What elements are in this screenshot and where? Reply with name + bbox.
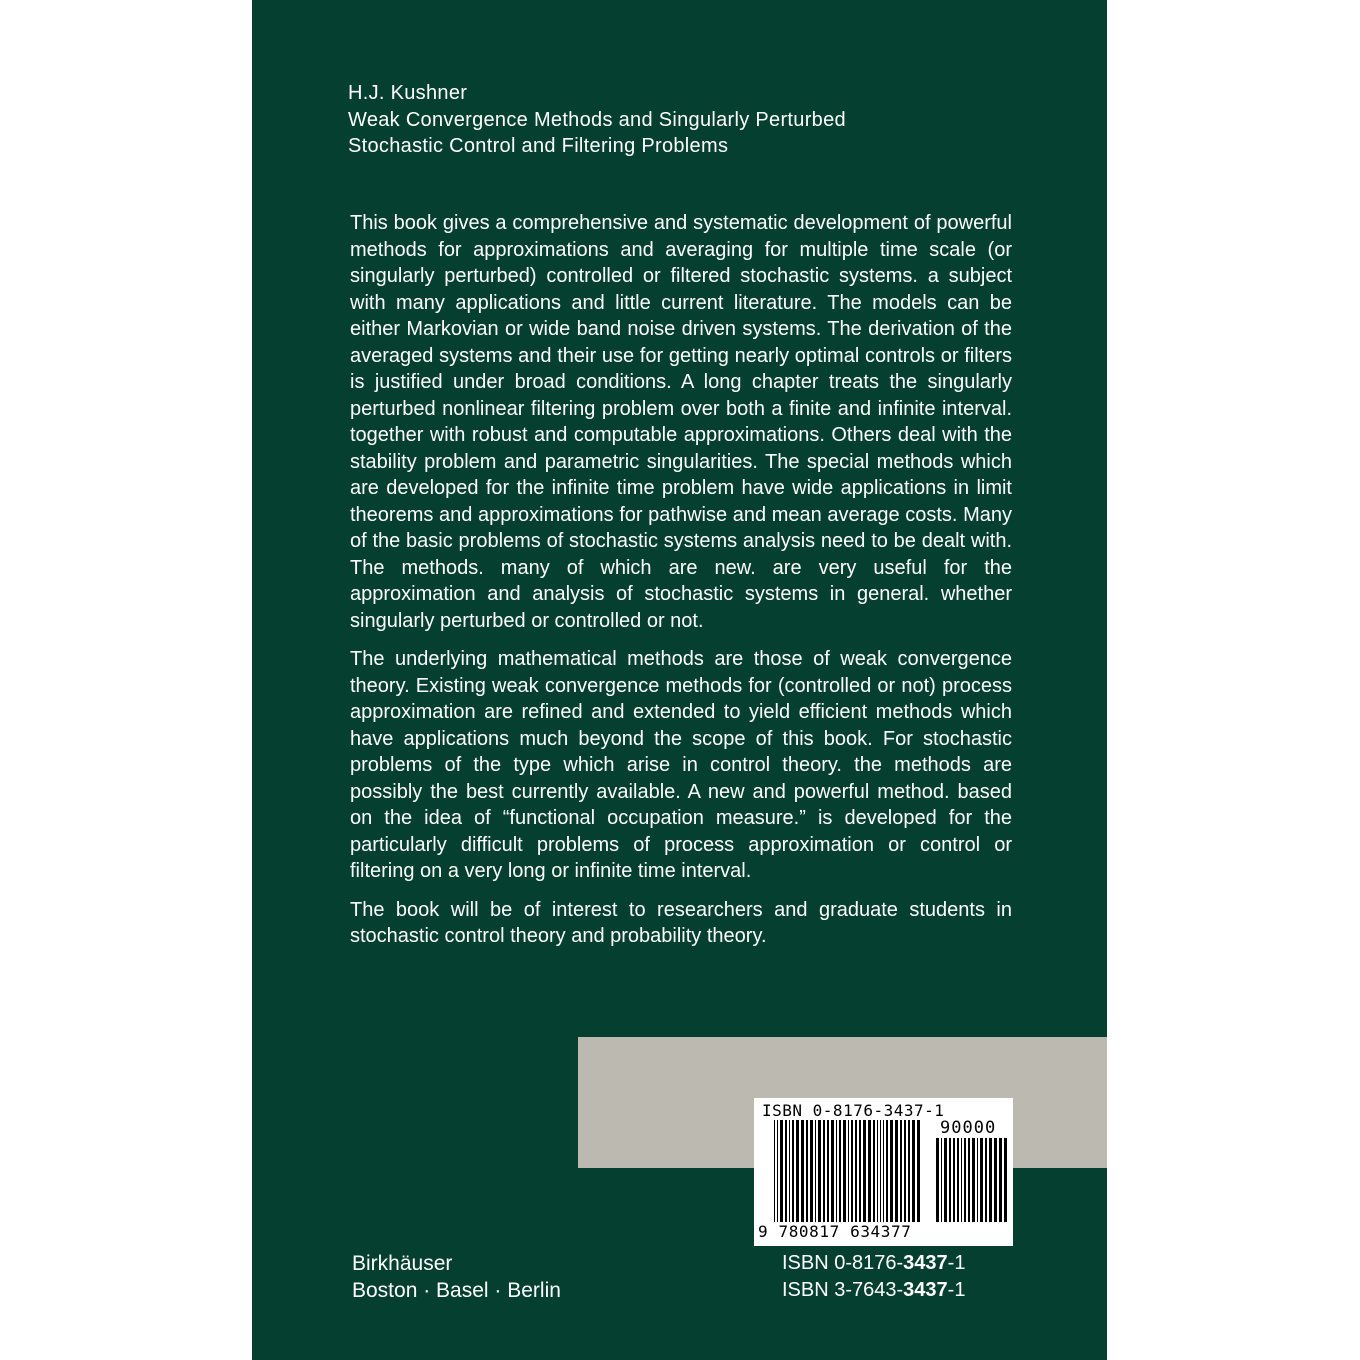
barcode-bar [785, 1120, 787, 1222]
barcode-bar [936, 1138, 939, 1222]
addon-barcode-bars [936, 1138, 1008, 1222]
barcode-bar [999, 1138, 1002, 1222]
barcode-bar [843, 1120, 846, 1222]
barcode-bar [810, 1120, 813, 1222]
isbn-line-2: ISBN 3-7643-3437-1 [782, 1279, 966, 1301]
barcode-bar [863, 1120, 866, 1222]
barcode-bar [780, 1120, 783, 1222]
description-paragraph-3: The book will be of interest to researchers and graduate students in stochastic control theory and probability theory. [350, 898, 1012, 947]
book-title-line-1: Weak Convergence Methods and Singularly Perturbed [348, 108, 846, 131]
barcode-bar [836, 1120, 837, 1222]
barcode-bar [801, 1120, 804, 1222]
barcode-bar [774, 1120, 775, 1222]
barcode-ean-number: 9 780817 634377 [758, 1222, 912, 1241]
description-paragraph-2: The underlying mathematical methods are those of weak convergence theory. Existing weak convergence methods for (controlled or not) process approximation are refined and extended to yield efficient methods which have applications much beyond the scope of this book. For stochastic problems of the type which arise in control theory. the methods are possibly the best currently available. A new and powerful method. based on the idea of “functional occupation measure.” is developed for the particularly difficult problems of process approximation or control or filtering on a very long or infinite time interval. [350, 648, 1012, 882]
barcode-bar [968, 1138, 970, 1222]
barcode-bar [912, 1120, 915, 1222]
book-title-line-2: Stochastic Control and Filtering Problems [348, 135, 729, 157]
barcode-bar [831, 1120, 834, 1222]
book-description [350, 210, 1012, 962]
barcode-bar [855, 1120, 857, 1222]
barcode-bar [961, 1138, 962, 1222]
barcode-bar [796, 1120, 799, 1222]
barcode-isbn-text: ISBN 0-8176-3437-1 [762, 1101, 945, 1120]
barcode-bar [818, 1120, 821, 1222]
description-paragraph-1: This book gives a comprehensive and systematic development of powerful methods for approximations and averaging for multiple time scale (or singularly perturbed) controlled or filtered stochastic systems. a subject with many applications and little current literature. The models can be either Markovian or wide band noise driven systems. The derivation of the averaged systems and their use for getting nearly optimal controls or filters is justified under broad conditions. A long chapter treats the singularly perturbed nonlinear filtering problem over both a finite and infinite interval. together with robust and computable approximations. Others deal with the stability problem and parametric singularities. The special methods which are developed for the infinite time problem have wide applications in limit theorems and approximations for pathwise and mean average costs. Many of the basic problems of stochastic systems analysis need to be dealt with. The methods. many of which are new. are very useful for the approximation and analysis of stochastic systems in general. whether singularly perturbed or controlled or not. [350, 212, 1012, 632]
barcode-bar [823, 1120, 825, 1222]
barcode-bar [851, 1120, 853, 1222]
barcode-bar [827, 1120, 829, 1222]
barcode-bar [977, 1138, 978, 1222]
barcode-bar [868, 1120, 871, 1222]
barcode-bar [949, 1138, 951, 1222]
barcode-bar [989, 1138, 992, 1222]
barcode-bar [953, 1138, 955, 1222]
barcode-bar [880, 1120, 881, 1222]
barcode-bar [859, 1120, 861, 1222]
barcode-addon-number: 90000 [940, 1118, 997, 1138]
barcode-bar [904, 1120, 906, 1222]
barcode-bar [941, 1138, 942, 1222]
barcode-bar [908, 1120, 910, 1222]
back-cover [252, 0, 1107, 1360]
barcode-bar [985, 1138, 987, 1222]
barcode-bar [839, 1120, 841, 1222]
barcode-bar [883, 1120, 884, 1222]
barcode-bar [815, 1120, 816, 1222]
barcode-bar [944, 1138, 947, 1222]
barcode-bar [886, 1120, 888, 1222]
barcode-bar [789, 1120, 790, 1222]
author-name: H.J. Kushner [348, 82, 468, 104]
barcode-bar [994, 1138, 997, 1222]
publisher-block [352, 1250, 561, 1304]
isbn-line-1: ISBN 0-8176-3437-1 [782, 1252, 966, 1274]
barcode-bar [917, 1120, 920, 1222]
barcode-bar [777, 1120, 778, 1222]
barcode-bar [900, 1120, 902, 1222]
isbn-block [782, 1250, 965, 1304]
barcode-bar [895, 1120, 898, 1222]
barcode-bar [964, 1138, 966, 1222]
barcode-bar [877, 1120, 878, 1222]
barcode-bar [972, 1138, 975, 1222]
barcode-bar [980, 1138, 983, 1222]
barcode-bar [890, 1120, 893, 1222]
barcode-bar [848, 1120, 849, 1222]
barcode-label [754, 1098, 1013, 1246]
barcode-bar [873, 1120, 875, 1222]
publisher-cities: Boston · Basel · Berlin [352, 1279, 561, 1302]
barcode-bar [806, 1120, 808, 1222]
barcode-bar [792, 1120, 794, 1222]
ean-barcode-bars [774, 1120, 924, 1222]
book-header [348, 80, 846, 160]
barcode-bar [957, 1138, 959, 1222]
publisher-name: Birkhäuser [352, 1252, 453, 1275]
barcode-bar [1004, 1138, 1007, 1222]
